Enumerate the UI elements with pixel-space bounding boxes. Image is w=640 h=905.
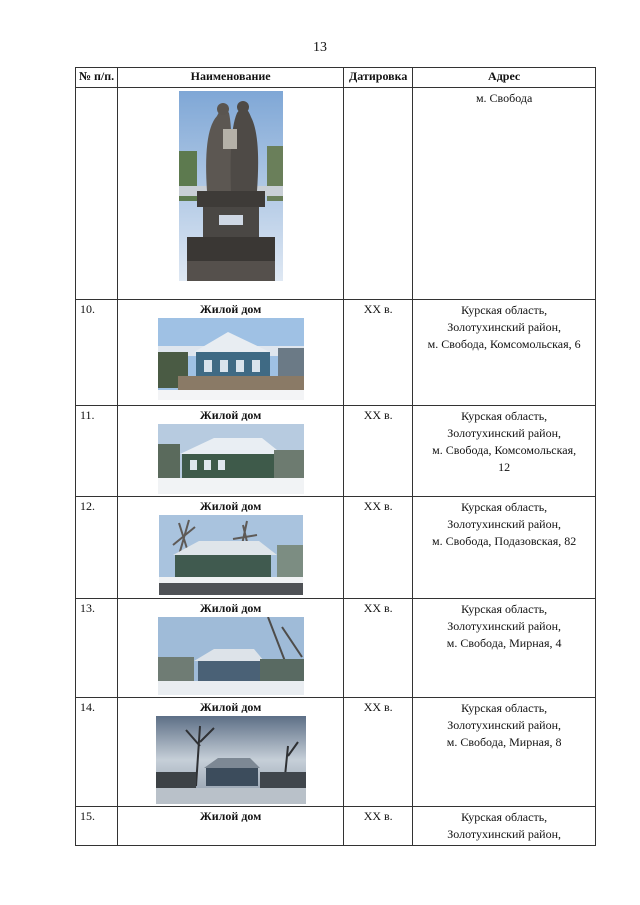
- house-photo: [158, 424, 304, 494]
- address-line: м. Свобода: [475, 91, 533, 105]
- address-line: м. Свобода, Комсомольская,: [432, 443, 577, 457]
- row-name: [118, 698, 344, 807]
- house-photo: [156, 716, 306, 804]
- row-date: XX в.: [344, 599, 413, 698]
- row-name: [118, 497, 344, 599]
- address-line: м. Свобода, Подазовская, 82: [432, 534, 577, 548]
- row-name: [118, 300, 344, 406]
- house-photo: [158, 617, 304, 695]
- row-name-title: Жилой дом: [199, 700, 262, 714]
- row-name: [118, 406, 344, 497]
- row-name-title: Жилой дом: [199, 809, 262, 823]
- row-address: [413, 497, 596, 599]
- monuments-table: [75, 67, 596, 846]
- row-number: 13.: [76, 599, 118, 698]
- table-row: [76, 300, 596, 406]
- row-address: [413, 807, 596, 846]
- address-line: м. Свобода, Мирная, 8: [446, 735, 562, 749]
- address-line: 12: [498, 460, 511, 474]
- row-name-title: Жилой дом: [199, 499, 262, 513]
- row-number: 15.: [76, 807, 118, 846]
- table-row: [76, 497, 596, 599]
- table-row: [76, 88, 596, 300]
- address-line: Золотухинский район,: [447, 827, 562, 841]
- address-line: Курская область,: [461, 303, 548, 317]
- row-name-title: Жилой дом: [199, 408, 262, 422]
- table-row: [76, 807, 596, 846]
- address-line: Курская область,: [461, 409, 548, 423]
- header-name: Наименование: [118, 68, 344, 88]
- row-date: XX в.: [344, 698, 413, 807]
- row-date: XX в.: [344, 497, 413, 599]
- row-number: 12.: [76, 497, 118, 599]
- address-line: Золотухинский район,: [447, 517, 562, 531]
- row-address: [413, 698, 596, 807]
- house-photo: [158, 318, 304, 400]
- row-name-title: Жилой дом: [199, 302, 262, 316]
- row-address: [413, 300, 596, 406]
- row-name: [118, 807, 344, 846]
- row-address: [413, 88, 596, 300]
- table-row: [76, 599, 596, 698]
- address-line: Курская область,: [461, 602, 548, 616]
- header-date: Датировка: [344, 68, 413, 88]
- row-address: [413, 406, 596, 497]
- address-line: Курская область,: [461, 500, 548, 514]
- house-photo: [159, 515, 303, 595]
- address-line: Курская область,: [461, 701, 548, 715]
- row-name-title: Жилой дом: [199, 601, 262, 615]
- table-row: [76, 698, 596, 807]
- address-line: м. Свобода, Комсомольская, 6: [427, 337, 581, 351]
- row-date: [344, 88, 413, 300]
- row-address: [413, 599, 596, 698]
- row-name: [118, 88, 344, 300]
- header-address: Адрес: [413, 68, 596, 88]
- address-line: Золотухинский район,: [447, 619, 562, 633]
- row-date: XX в.: [344, 406, 413, 497]
- table-row: [76, 406, 596, 497]
- header-number: № п/п.: [76, 68, 118, 88]
- address-line: м. Свобода, Мирная, 4: [446, 636, 562, 650]
- row-date: XX в.: [344, 300, 413, 406]
- row-number: 11.: [76, 406, 118, 497]
- row-number: [76, 88, 118, 300]
- row-date: XX в.: [344, 807, 413, 846]
- address-line: Курская область,: [461, 810, 548, 824]
- monument-photo: [179, 91, 283, 281]
- address-line: Золотухинский район,: [447, 320, 562, 334]
- address-line: Золотухинский район,: [447, 426, 562, 440]
- table-header-row: [76, 68, 596, 88]
- row-number: 14.: [76, 698, 118, 807]
- address-line: Золотухинский район,: [447, 718, 562, 732]
- row-number: 10.: [76, 300, 118, 406]
- page-number: 13: [313, 40, 327, 55]
- row-name: [118, 599, 344, 698]
